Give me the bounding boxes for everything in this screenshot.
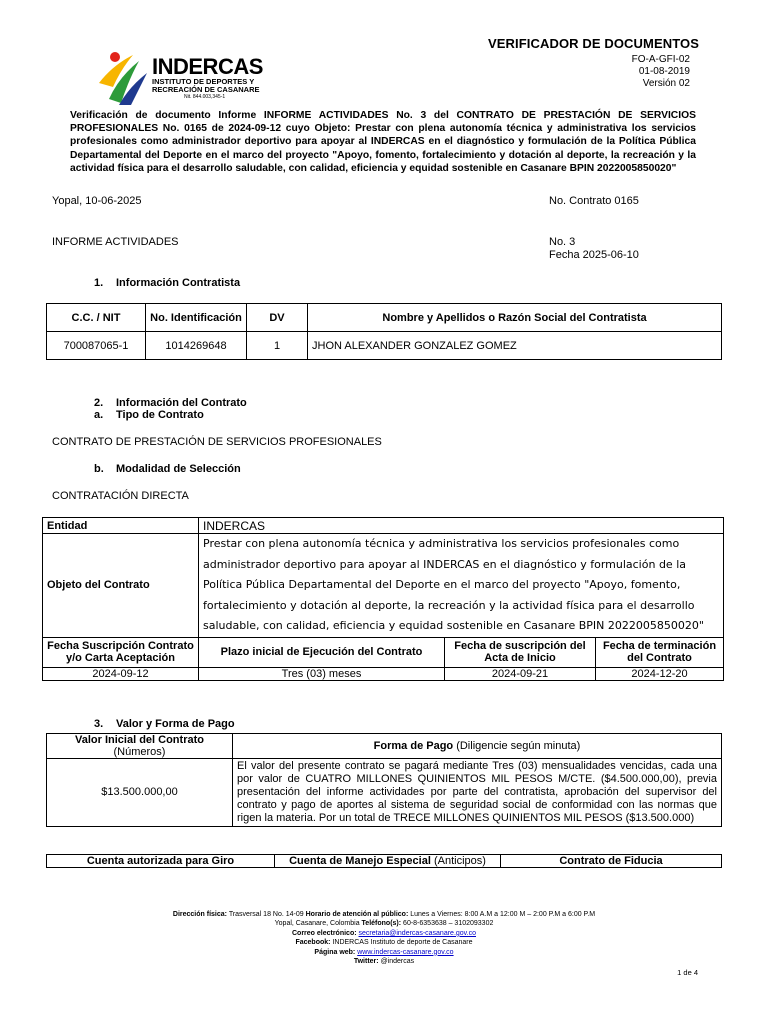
value-header-label: Valor Inicial del Contrato bbox=[75, 734, 204, 746]
contract-value: $13.500.000,00 bbox=[47, 759, 233, 827]
cell-start-act-date: 2024-09-21 bbox=[445, 667, 596, 680]
header-cc-nit: C.C. / NIT bbox=[47, 304, 146, 332]
special-account-label: Cuenta de Manejo Especial bbox=[289, 855, 431, 867]
table-row bbox=[47, 332, 722, 360]
header-dv: DV bbox=[247, 304, 308, 332]
header-identification: No. Identificación bbox=[146, 304, 247, 332]
cell-contractor-name: JHON ALEXANDER GONZALEZ GOMEZ bbox=[308, 332, 722, 360]
logo-subtitle-1: INSTITUTO DE DEPORTES Y bbox=[152, 77, 255, 86]
table-row bbox=[43, 667, 724, 680]
form-date: 01-08-2019 bbox=[638, 66, 690, 77]
footer-twitter-label: Twitter: bbox=[353, 958, 379, 966]
section1-number: 1. bbox=[94, 277, 104, 289]
section2-title: Información del Contrato bbox=[116, 397, 247, 409]
entity-label: Entidad bbox=[43, 518, 199, 534]
verification-intro: Verificación de documento Informe INFORME ACTIVIDADES No. 3 del CONTRATO DE PRESTACIÓN DE SERVICIOS PROFESIONALES No. 0165 de 2024-09-12 cuyo Objeto: Prestar con plena autonomía técnica y administrativa los servicios profesionales como administrador deportivo para apoyar al INDERCAS en el diagnóstico y formulación de la Política Pública Departamental del Deporte en el marco del proyecto "Apoyo, fomento, fortalecimiento y dotación al deporte, la recreación y la actividad física para el desarrollo saludable, con calidad, eficiencia y equidad sostenible en Casanare BPIN 2022005850020" bbox=[70, 110, 696, 174]
section2b-letter: b. bbox=[94, 463, 104, 475]
payment-header-sub: (Diligencie según minuta) bbox=[456, 740, 581, 752]
logo-text bbox=[152, 56, 263, 100]
document-title: VERIFICADOR DE DOCUMENTOS bbox=[488, 36, 699, 51]
object-value: Prestar con plena autonomía técnica y administrativa los servicios profesionales como administrador deportivo para apoyar al INDERCAS en el diagnóstico y formulación de la Política Pública Departamental del Deporte en el marco del proyecto "Apoyo, fomento, fortalecimiento y dotación al deporte, la recreación y la actividad física para el desarrollo saludable, con calidad, eficiencia y equidad sostenible en Casanare BPIN 2022005850020" bbox=[199, 534, 724, 638]
athlete-logo-icon bbox=[95, 47, 155, 107]
payment-table bbox=[46, 733, 722, 827]
footer-city: Yopal, Casanare, Colombia bbox=[274, 920, 360, 928]
payment-terms: El valor del presente contrato se pagará mediante Tres (03) mensualidades vencidas, cada una por valor de CUATRO MILLONES QUINIENTOS MIL PESOS M/CTE. ($4.500.000,00), previa presentación del informe actividades por parte del contratista, aprobación del supervisor del contrato y pago de aportes al sistema de seguridad social de conformidad con las normas que rigen la materia. Por un total de TRECE MILLONES QUINIENTOS MIL PESOS ($13.500.000) bbox=[233, 759, 722, 827]
value-header-sub: (Números) bbox=[113, 746, 166, 758]
header-initial-term: Plazo inicial de Ejecución del Contrato bbox=[199, 637, 445, 667]
footer-email-label: Correo electrónico: bbox=[291, 929, 357, 937]
form-code: FO-A-GFI-02 bbox=[631, 54, 690, 65]
cell-signature-date: 2024-09-12 bbox=[43, 667, 199, 680]
header-end-date: Fecha de terminación del Contrato bbox=[596, 637, 724, 667]
footer-twitter: @indercas bbox=[380, 958, 415, 966]
contract-number: No. Contrato 0165 bbox=[549, 195, 639, 207]
report-date: Fecha 2025-06-10 bbox=[549, 249, 639, 261]
special-account-sub: (Anticipos) bbox=[433, 855, 486, 867]
logo-subtitle-2: RECREACIÓN DE CASANARE bbox=[152, 85, 260, 94]
payment-header bbox=[233, 734, 722, 759]
cell-identification: 1014269648 bbox=[146, 332, 247, 360]
section3-number: 3. bbox=[94, 718, 104, 730]
footer-phone-label: Teléfono(s): bbox=[361, 920, 402, 928]
section2b-title: Modalidad de Selección bbox=[116, 463, 241, 475]
report-number: No. 3 bbox=[549, 236, 576, 248]
authorized-account-header: Cuenta autorizada para Giro bbox=[47, 855, 275, 868]
footer-hours-label: Horario de atención al público: bbox=[305, 911, 409, 918]
page-number: 1 de 4 bbox=[677, 968, 698, 977]
contract-details-table bbox=[42, 517, 724, 681]
trust-contract-header: Contrato de Fiducia bbox=[501, 855, 722, 868]
selection-mode-value: CONTRATACIÓN DIRECTA bbox=[52, 490, 189, 502]
footer-address-label: Dirección física: bbox=[172, 911, 227, 918]
section2a-letter: a. bbox=[94, 409, 104, 421]
footer-web-label: Página web: bbox=[314, 948, 356, 956]
place-date: Yopal, 10-06-2025 bbox=[52, 195, 142, 207]
logo-name: INDERCAS bbox=[152, 54, 263, 79]
footer-hours: Lunes a Viernes: 8:00 A.M a 12:00 M – 2:00 P.M a 6:00 P.M bbox=[410, 911, 596, 918]
section1-title: Información Contratista bbox=[116, 277, 241, 289]
form-version: Versión 02 bbox=[642, 78, 690, 89]
payment-header-label: Forma de Pago bbox=[373, 740, 454, 752]
header-contractor-name: Nombre y Apellidos o Razón Social del Contratista bbox=[308, 304, 722, 332]
contractor-table bbox=[46, 303, 722, 360]
report-type: INFORME ACTIVIDADES bbox=[52, 236, 179, 248]
footer-web-link[interactable]: www.indercas-casanare.gov.co bbox=[357, 948, 454, 956]
cell-initial-term: Tres (03) meses bbox=[199, 667, 445, 680]
value-header bbox=[47, 734, 233, 759]
section2-number: 2. bbox=[94, 397, 104, 409]
cell-cc-nit: 700087065-1 bbox=[47, 332, 146, 360]
footer-facebook: INDERCAS Instituto de deporte de Casanare bbox=[332, 939, 473, 947]
contract-type-value: CONTRATO DE PRESTACIÓN DE SERVICIOS PROFESIONALES bbox=[52, 436, 382, 448]
entity-value: INDERCAS bbox=[199, 518, 724, 534]
header-signature-date: Fecha Suscripción Contrato y/o Carta Aceptación bbox=[43, 637, 199, 667]
special-account-header bbox=[275, 855, 501, 868]
cell-end-date: 2024-12-20 bbox=[596, 667, 724, 680]
section3-title: Valor y Forma de Pago bbox=[116, 718, 235, 730]
logo-nit: Nit. 844.003,345-1 bbox=[184, 94, 226, 100]
section2a-title: Tipo de Contrato bbox=[116, 409, 204, 421]
footer-email-link[interactable]: secretaria@indercas-casanare.gov.co bbox=[358, 929, 476, 937]
table-row bbox=[47, 759, 722, 827]
page-footer bbox=[0, 910, 768, 966]
header-start-act-date: Fecha de suscripción del Acta de Inicio bbox=[445, 637, 596, 667]
cell-dv: 1 bbox=[247, 332, 308, 360]
accounts-table bbox=[46, 854, 722, 868]
footer-address: Trasversal 18 No. 14-09 bbox=[228, 911, 304, 918]
object-label: Objeto del Contrato bbox=[43, 534, 199, 638]
footer-facebook-label: Facebook: bbox=[295, 939, 331, 947]
footer-phone: 60-8-6353638 – 3102093302 bbox=[403, 920, 494, 928]
